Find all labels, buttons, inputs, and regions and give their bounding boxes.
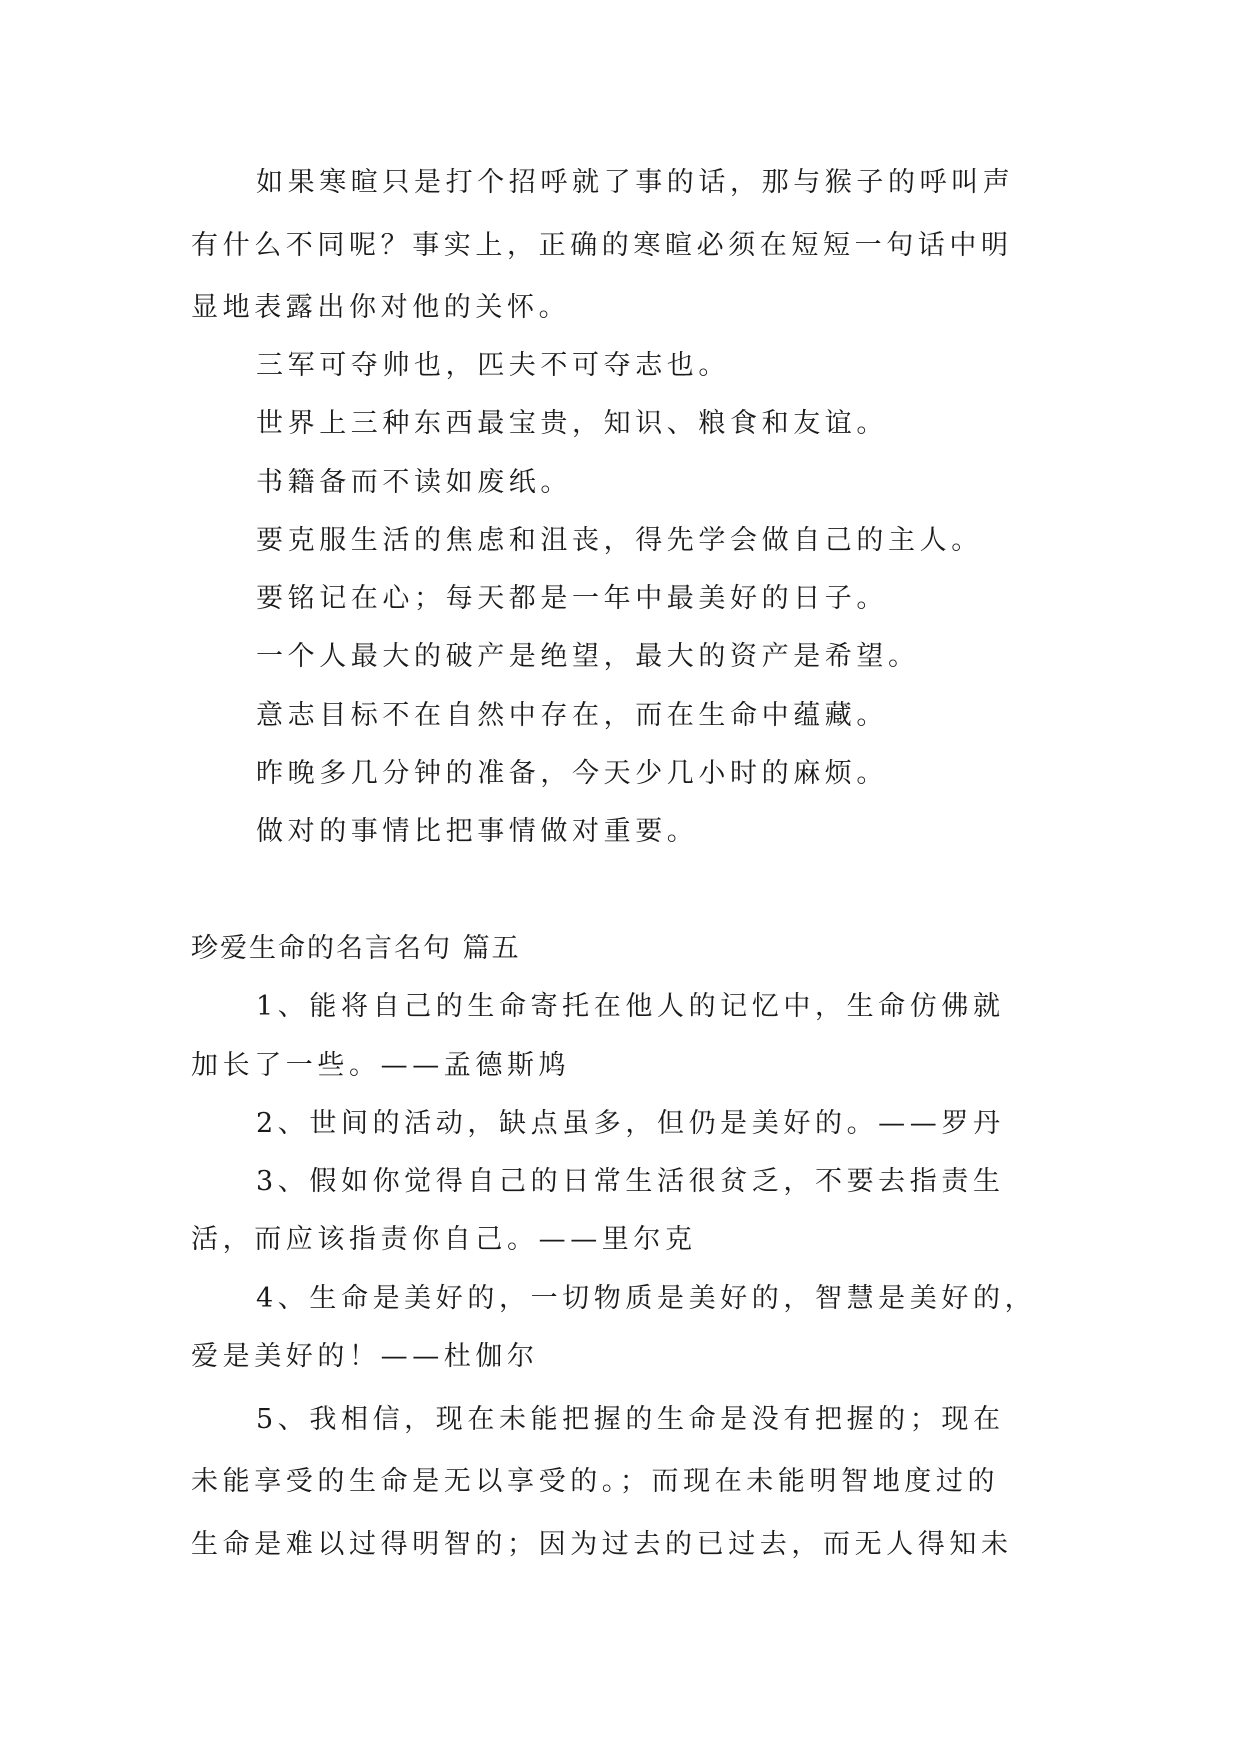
paragraph-line: 如果寒暄只是打个招呼就了事的话，那与猴子的呼叫声	[256, 167, 1015, 198]
quote-line: 意志目标不在自然中存在，而在生命中蕴藏。	[256, 700, 888, 731]
list-item-line: 2、世间的活动，缺点虽多，但仍是美好的。——罗丹	[256, 1108, 1005, 1139]
quote-line: 做对的事情比把事情做对重要。	[256, 816, 699, 847]
list-item-line: 5、我相信，现在未能把握的生命是没有把握的；现在	[256, 1404, 1005, 1435]
list-item-line: 1、能将自己的生命寄托在他人的记忆中，生命仿佛就	[256, 991, 1005, 1022]
quote-line: 一个人最大的破产是绝望，最大的资产是希望。	[256, 641, 920, 672]
quote-line: 三军可夺帅也，匹夫不可夺志也。	[256, 350, 730, 381]
list-item-line: 爱是美好的！——杜伽尔	[191, 1341, 539, 1372]
quote-line: 要铭记在心；每天都是一年中最美好的日子。	[256, 583, 888, 614]
quote-line: 世界上三种东西最宝贵，知识、粮食和友谊。	[256, 408, 888, 439]
list-item-line: 生命是难以过得明智的；因为过去的已过去，而无人得知未	[191, 1529, 1013, 1560]
list-item-line: 3、假如你觉得自己的日常生活很贫乏，不要去指责生	[256, 1166, 1005, 1197]
list-item-line: 未能享受的生命是无以享受的。；而现在未能明智地度过的	[191, 1466, 1000, 1497]
list-item-line: 4、生命是美好的，一切物质是美好的，智慧是美好的，	[256, 1283, 1037, 1314]
quote-line: 昨晚多几分钟的准备，今天少几小时的麻烦。	[256, 758, 888, 789]
section-heading: 珍爱生命的名言名句 篇五	[191, 933, 521, 964]
paragraph-line: 有什么不同呢？事实上，正确的寒暄必须在短短一句话中明	[191, 230, 1013, 261]
paragraph-line: 显地表露出你对他的关怀。	[191, 292, 571, 323]
list-item-line: 活，而应该指责你自己。——里尔克	[191, 1224, 697, 1255]
quote-line: 书籍备而不读如废纸。	[256, 467, 572, 498]
list-item-line: 加长了一些。——孟德斯鸠	[191, 1050, 571, 1081]
quote-line: 要克服生活的焦虑和沮丧，得先学会做自己的主人。	[256, 525, 983, 556]
